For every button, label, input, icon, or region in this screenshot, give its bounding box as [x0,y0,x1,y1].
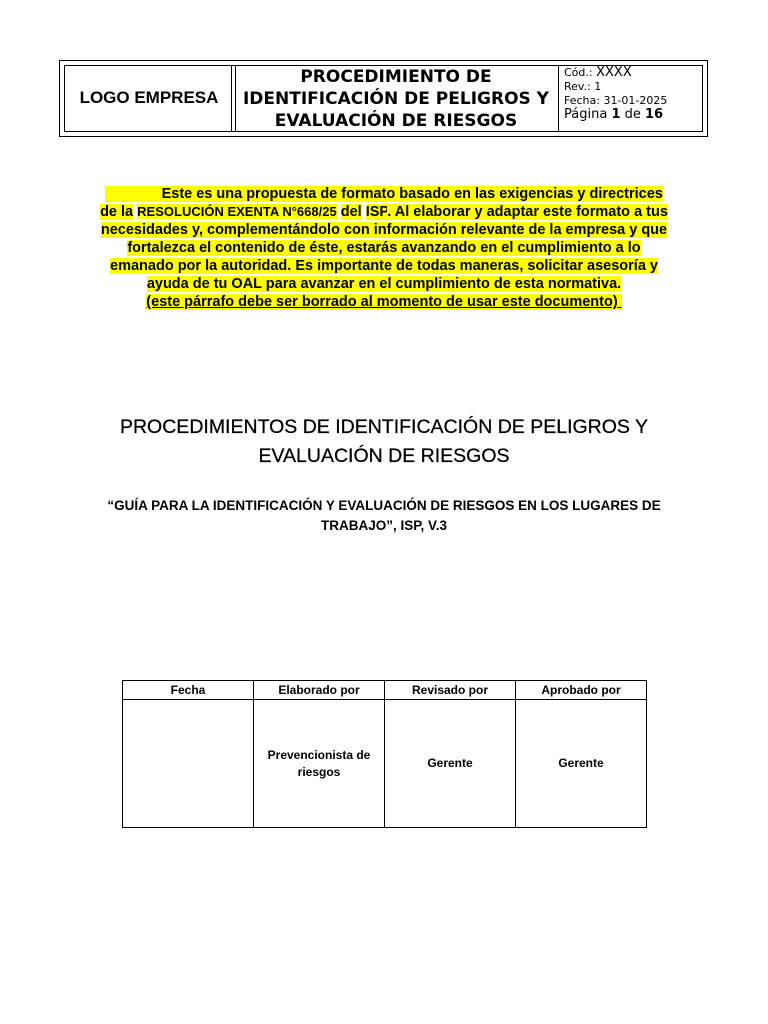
header-title-line: PROCEDIMIENTO DE [300,67,492,87]
draft-notice-paragraph [96,185,672,311]
main-title: PROCEDIMIENTOS DE IDENTIFICACIÓN DE PELIGROS Y EVALUACIÓN DE RIESGOS [119,416,649,467]
table-row [123,700,647,828]
code-value: XXXX [596,65,632,80]
header-title-line: IDENTIFICACIÓN DE PELIGROS Y [242,89,549,109]
column-header-reviewed-by: Revisado por [385,681,516,700]
header-divider [231,66,232,131]
notice-remove-note: (este párrafo debe ser borrado al momento de usar este documento) [146,294,618,310]
column-header-approved-by: Aprobado por [516,681,647,700]
page-of: de [624,107,641,122]
page-label: Página [564,107,608,122]
company-logo-placeholder: LOGO EMPRESA [79,88,219,107]
date-value: 31-01-2025 [603,94,668,107]
cell-prepared-by: Prevencionista de riesgos [254,700,385,828]
notice-text: Este es una propuesta de formato basado en las exigencias y directrices de la [100,186,663,220]
notice-text: . Al elaborar y adaptar este formato a tus necesidades y, complementándolo con información relevante de la empresa y que fortalezca el contenido de éste, estarás avanzando en el cumplimiento a lo emanado por la autoridad. Es importante de todas maneras, solicitar asesoría y ayuda de tu OAL para avanzar en el cumplimiento de esta normativa. [100,204,668,292]
header-title-line: EVALUACIÓN DE RIESGOS [274,111,518,131]
cell-reviewed-by: Gerente [385,700,516,828]
column-header-prepared-by: Elaborado por [254,681,385,700]
notice-text: del [340,204,362,220]
revision-row [564,80,704,94]
sub-title: “GUÍA PARA LA IDENTIFICACIÓN Y EVALUACIÓN DE RIESGOS EN LOS LUGARES DE TRABAJO”, ISP, V.3 [107,498,661,533]
page-total: 16 [645,107,664,122]
approval-table [122,680,647,828]
page-current: 1 [611,107,621,122]
table-header-row [123,681,647,700]
cell-date [123,700,254,828]
code-label: Cód.: [564,66,593,79]
date-row [564,94,704,108]
column-header-date: Fecha [123,681,254,700]
cell-approved-by: Gerente [516,700,647,828]
header-title [234,66,558,132]
date-label: Fecha: [564,94,600,107]
revision-value: 1 [594,80,602,93]
page-row [564,108,704,122]
code-row [564,66,704,80]
notice-resolution: RESOLUCIÓN EXENTA N°668/25 [137,204,337,219]
document-metadata [564,66,704,122]
revision-label: Rev.: [564,80,591,93]
notice-isp: ISP [365,204,388,220]
header-divider [558,66,559,131]
notice-indent [105,186,161,202]
